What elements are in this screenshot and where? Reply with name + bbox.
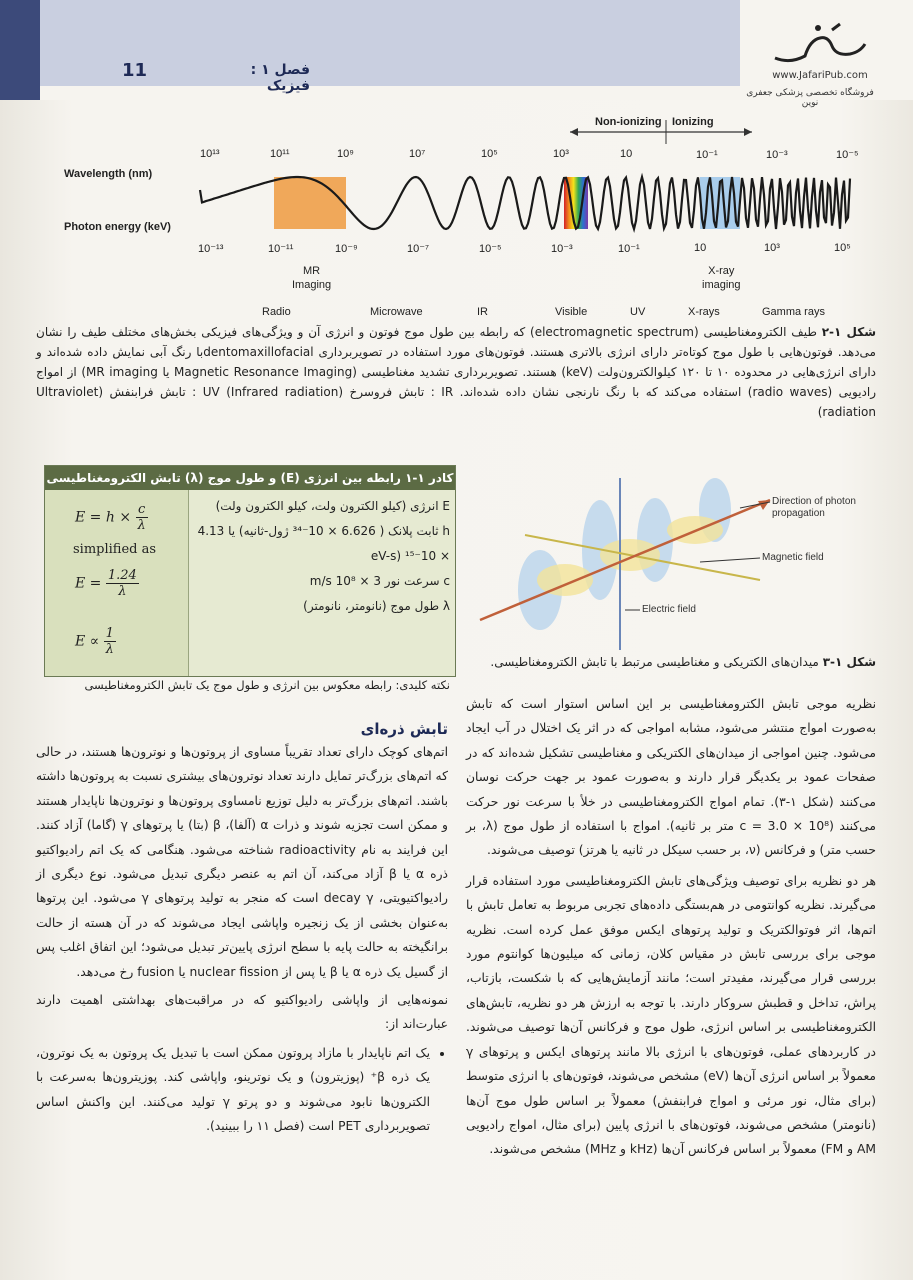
paragraph-examples-intro: نمونه‌هایی از واپاشی رادیواکتیو که در مراقبت‌های بهداشتی اهمیت دارند عبارت‌اند از: [36,993,448,1032]
energy-tick: 10⁻¹³ [198,243,224,255]
band-label: Gamma rays [762,306,825,318]
paragraph-both-theories: هر دو نظریه برای توصیف ویژگی‌های تابش الکترومغناطیسی مورد استفاده قرار می‌گیرند. نظریه کوانتومی در هم‌بستگی داده‌های تجربی مربوط به تعامل تابش با اتم‌ها، اثر فوتوالکتریک و تولید پرتوهای ایکس موفق عمل کرده است. نظریه موجی برای بررسی تابش در مقیاس کلان، زمانی که میلیون‌ها کوانتوم مورد بررسی قرار می‌گیرند، مفیدتر است؛ مانند آزمایش‌هایی که با شکست، بازتاب، پراش، تداخل و قطبش سروکار دارند. با توجه به ارزش هر دو نظریه، تابش‌های الکترومغناطیسی بر اساس انرژی، طول موج و فرکانس آن‌ها توصیف می‌شوند. در کاربردهای عملی، فوتون‌های با انرژی بالا مانند پرتوهای ایکس و پرتوهای γ معمولاً بر اساس انرژی آن‌ها (eV) مشخص می‌شوند، فوتون‌های با انرژی متوسط (برای مثال، نور مرئی و امواج فرابنفش) معمولاً بر اساس طول موج آن‌ها (نانومتر) مشخص می‌شوند، فوتون‌های با انرژی پایین (برای مثال، امواج رادیویی AM و FM) معمولاً بر اساس فرکانس آن‌ها (kHz و MHz) مشخص می‌شوند. [466,873,876,1157]
examples-list [36,1041,448,1139]
formula3-den: λ [105,642,114,657]
wavelength-tick: 10⁹ [337,148,354,160]
energy-tick: 10⁻¹¹ [268,243,294,255]
figure-1-3-caption [470,655,876,669]
energy-tick: 10⁵ [834,242,851,254]
figure-1-2-caption [36,322,876,422]
formula2-lhs: E = [75,575,102,592]
box-energy-wavelength [44,465,456,677]
energy-tick: 10⁻⁷ [407,243,430,255]
caption-label: شکل ۱-۲ [821,325,877,339]
right-column [466,692,876,1168]
chapter-title: فصل ۱ : فیزیک [250,62,310,94]
ionizing-label: Ionizing [672,116,714,128]
wavelength-row-label: Wavelength (nm) [64,168,153,180]
formula-simplified [75,568,139,599]
publisher-logo [746,20,880,108]
band-label: Visible [555,306,588,318]
section-heading: تابش ذره‌ای [360,720,448,738]
magnetic-lobe-1 [537,564,593,596]
formula2-den: λ [118,584,127,599]
paragraph-particulate: اتم‌های کوچک دارای تعداد تقریباً مساوی از پروتون‌ها و نوترون‌ها هستند، در حالی که اتم‌های بزرگ‌تر تمایل دارند تعداد نوترون‌های بیشتری نسبت به پروتون‌ها داشته باشند. اتم‌های بزرگ‌تر به دلیل توزیع نامساوی پروتون‌ها و نوترون‌ها ناپایدار هستند و ممکن است تجزیه شوند و ذرات α (آلفا)، β (بتا) یا پرتوهای γ (گاما) آزاد کنند. این فرایند به نام radioactivity شناخته می‌شود. هنگامی که یک اتم رادیواکتیو ذره α یا β آزاد می‌کند، آن اتم به عنصر دیگری تبدیل می‌شود. نوع دیگری از رادیواکتیویتی، decay γ است که منجر به تولید پرتوهای γ می‌شود. این پرتوها به‌عنوان بخشی از یک زنجیره واپاشی ایجاد می‌شوند که در آن هسته از حالت برانگیخته به حالت پایه با سطح انرژی پایین‌تر تبدیل می‌شود؛ این اتفاق اغلب پس از گسیل یک ذره α یا β یا پس از nuclear fission یا fusion رخ می‌دهد. [35,745,448,979]
energy-tick: 10⁻³ [551,243,573,255]
simplified-as: simplified as [73,542,157,557]
header-dark-strip [0,0,40,100]
mr-band [274,177,346,229]
wavelength-tick: 10 [620,148,633,160]
logo-url: www.JafariPub.com [772,70,868,81]
band-label: Radio [262,306,291,318]
energy-tick: 10⁻⁵ [479,243,502,255]
left-column [36,720,448,1139]
definition-e: E انرژی (کیلو الکترون ولت، کیلو الکترون ولت) [215,499,450,513]
box-definitions [195,494,450,619]
logo-subtitle: فروشگاه تخصصی پزشکی جعفری نوین [746,88,874,108]
wavelength-tick: 10⁻³ [766,149,788,161]
formula1-lhs: E = h × [75,509,132,526]
formula-proportional [75,626,116,657]
box-formula-column [45,490,189,676]
formula3-num: 1 [105,626,114,641]
xray-imaging-label: X-ray imaging [702,265,741,291]
energy-tick: 10⁻⁹ [335,243,358,255]
wavelength-tick: 10⁻¹ [696,149,718,161]
figure-em-spectrum [40,110,880,325]
band-label: X-rays [688,306,720,318]
energy-tick: 10 [694,242,707,254]
box-title: کادر ۱-۱ رابطه بین انرژی (E) و طول موج (λ) تابش الکترومغناطیسی [45,466,455,490]
band-label: IR [477,306,488,318]
list-item: • یک اتم ناپایدار با مازاد پروتون ممکن است با تبدیل یک پروتون به یک نوترون، یک ذره β⁺ (پوزیترون) و یک نوترینو، واپاشی کند. پوزیترون‌ها به‌سرعت با الکترون‌ها نابود می‌شوند و دو پرتو γ تولید می‌کنند. این واکنش اساس تصویربرداری PET است (فصل ۱۱ را ببینید). [36,1041,430,1139]
energy-row-label: Photon energy (keV) [64,221,171,233]
mr-imaging-label: MR Imaging [292,265,332,291]
non-ionizing-label: Non-ionizing [595,116,662,128]
wavelength-tick: 10³ [553,148,569,160]
electric-field-label: Electric field [642,604,696,615]
band-label: Microwave [370,306,423,318]
definition-c: c سرعت نور 3 × 10⁸ m/s [309,574,450,588]
formula3-fraction [104,626,116,657]
figure-em-fields [470,470,880,655]
energy-tick: 10⁻¹ [618,243,640,255]
magnetic-leader [700,558,760,562]
band-label: UV [630,306,646,318]
box-key-note: نکته کلیدی: رابطه معکوس بین انرژی و طول موج یک تابش الکترومغناطیسی [84,678,450,692]
energy-tick: 10³ [764,242,780,254]
caption3-text: میدان‌های الکتریکی و مغناطیسی مرتبط با تابش الکترومغناطیسی. [490,655,823,669]
spectrum-graphic [40,110,880,325]
formula3-lhs: E ∝ [75,633,100,650]
wavelength-tick: 10¹¹ [270,148,290,160]
caption-text: طیف الکترومغناطیسی (electromagnetic spectrum) که رابطه بین طول موج فوتون و انرژی آن و ویژگی‌های فیزیکی بخش‌های مختلف طیف را نشان می‌دهد. فوتون‌هایی با طول موج کوتاه‌تر دارای انرژی بالاتری هستند. فوتون‌های مورد استفاده در تصویربرداری dentomaxillofacialبا رنگ آبی نمایش داده شده‌اند و دارای انرژی‌هایی در محدوده ۱۰ تا ۱۲۰ کیلوالکترون‌ولت (keV) هستند. تصویربرداری تشدید مغناطیسی (Magnetic Resonance Imaging یا MR imaging) از امواج رادیویی (radio waves) استفاده می‌کند که با رنگ نارنجی نشان داده شده‌اند. IR : تابش فروسرخ (Infrared radiation) UV : تابش فرابنفش (Ultraviolet radiation) [36,325,877,419]
formula2-fraction [106,568,139,599]
page-number: 11 [122,60,148,81]
logo-mark-icon [770,20,870,68]
right-arrowhead-icon [744,128,752,136]
left-arrowhead-icon [570,128,578,136]
wavelength-tick: 10⁻⁵ [836,149,859,161]
definition-h: h ثابت پلانک ( 6.626 × 10⁻³⁴ ژول-ثانیه) یا 4.13 × 10⁻¹⁵ (eV-s [197,524,450,563]
formula1-den: λ [137,518,146,533]
wavelength-tick: 10⁷ [409,148,426,160]
formula1-num: c [136,502,148,518]
caption3-label: شکل ۱-۳ [822,655,876,669]
magnetic-field-label: Magnetic field [762,552,824,563]
paragraph-wave-theory: نظریه موجی تابش الکترومغناطیسی بر این اساس استوار است که تابش به‌صورت امواج منتشر می‌شود، مشابه امواجی که در اثر یک اختلال در آب ایجاد می‌شود. چنین امواجی از میدان‌های الکتریکی و مغناطیسی تشکیل شده‌اند که در صفحات عمود بر یکدیگر قرار دارند و به‌صورت عمود بر جهت حرکت نوسان می‌کنند (شکل ۱-۳). تمام امواج الکترومغناطیسی در خلأ با سرعت نور حرکت می‌کنند (c = 3.0 × 10⁸ متر بر ثانیه). امواج با استفاده از طول موج (λ، بر حسب متر) و فرکانس (ν، بر حسب سیکل در ثانیه یا هرتز) توصیف می‌شوند. [466,697,877,858]
formula2-num: 1.24 [107,568,137,583]
formula1-fraction [136,502,148,533]
formula-planck [75,502,148,533]
definition-lambda: λ طول موج (نانومتر، نانومتر) [303,599,450,613]
wavelength-tick: 10¹³ [200,148,220,160]
direction-label: Direction of photon propagation [772,496,856,519]
wavelength-tick: 10⁵ [481,148,498,160]
